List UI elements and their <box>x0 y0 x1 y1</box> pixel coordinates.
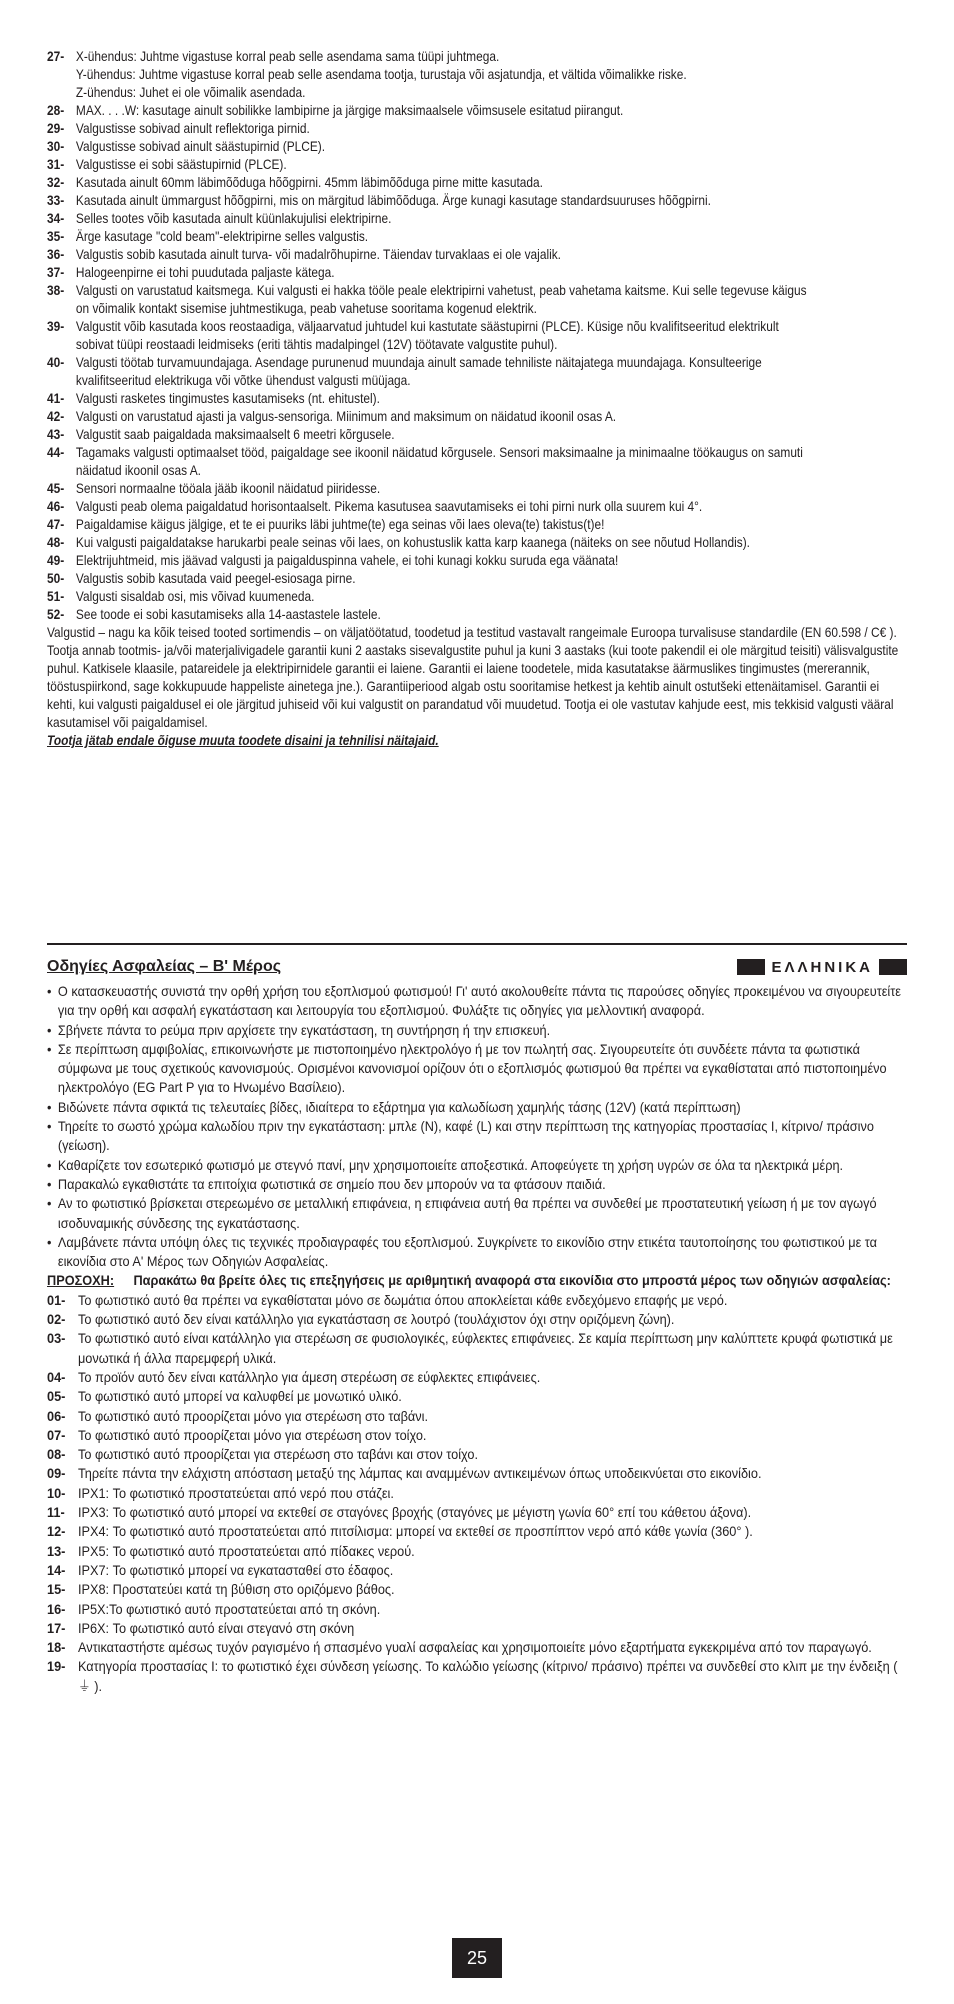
bullet-text: Βιδώνετε πάντα σφικτά τις τελευταίες βίδες, ιδιαίτερα το εξάρτημα για καλωδίωση χαμηλής τάσης (12V) (κατά περίπτωση) <box>57 1098 741 1115</box>
bullet-icon: • <box>47 983 52 999</box>
greek-item <box>47 1387 909 1406</box>
estonian-item <box>47 443 901 479</box>
item-text: Kui valgusti paigaldatakse harukarbi peale seinas või laes, on kohustuslik katta karp kaanega (näiteks on see nõutud Hollandis). <box>75 534 750 550</box>
bullet-icon: • <box>47 1021 52 1038</box>
estonian-item <box>47 209 901 227</box>
item-text: MAX. . . .W: kasutage ainult sobilikke lambipirne ja järgige maksimaalsele võimsusele esitatud piirangut. <box>75 102 624 118</box>
item-number: 52- <box>47 606 65 622</box>
item-number: 45- <box>47 480 65 496</box>
estonian-item <box>47 101 901 119</box>
greek-bullet <box>47 1117 909 1156</box>
item-text: IPX5: Το φωτιστικό αυτό προστατεύεται από πίδακες νερού. <box>77 1542 415 1559</box>
item-number: 28- <box>47 102 65 118</box>
greek-section-header <box>47 958 907 978</box>
item-text: Ärge kasutage "cold beam"-elektripirne selles valgustis. <box>75 228 369 244</box>
item-number: 17- <box>47 1619 66 1636</box>
item-text: Sensori normaalne tööala jääb ikoonil näidatud piiridesse. <box>75 480 381 496</box>
item-number: 13- <box>47 1542 66 1559</box>
estonian-item <box>47 191 901 209</box>
item-number: 18- <box>47 1639 66 1656</box>
greek-bullet <box>47 1194 909 1233</box>
item-text: Κατηγορία προστασίας I: το φωτιστικό έχει σύνδεση γείωσης. Το καλώδιο γείωσης (κίτρινο/ πράσινο) πρέπει να συνδεθεί στο κλιπ με την ένδειξη ( ⏚ ). <box>77 1658 898 1694</box>
item-text: Tagamaks valgusti optimaalset tööd, paigaldage see ikoonil näidatud kõrgusele. Sensori maksimaalne ja minimaalne töökaugus on samuti <box>75 444 803 460</box>
language-tab-bar-right <box>879 959 907 975</box>
greek-item <box>47 1522 909 1541</box>
item-text: Valgustit võib kasutada koos reostaadiga, väljaarvatud juhtudel kui kastutate säästupirni (PLCE). Küsige nõu kvalifitseeritud elektrikult <box>75 318 779 334</box>
greek-item <box>47 1368 909 1387</box>
item-text: Valgustis sobib kasutada ainult turva- või madalrõhupirne. Täiendav turvaklaas ei ole vajalik. <box>75 246 561 262</box>
item-number: 02- <box>47 1311 66 1328</box>
item-text: Valgustisse sobivad ainult reflektoriga pirnid. <box>75 120 310 136</box>
bullet-text: Σε περίπτωση αμφιβολίας, επικοινωνήστε με πιστοποιημένο ηλεκτρολόγο ή με τον πωλητή σας. Σιγουρευτείτε ότι συνδέετε πάντα τα φωτιστικά σύμφωνα με τους σχετικούς κανονισμούς. Ορισμένοι κανονισμοί ορίζουν ότι ο εξοπλισμός φωτισμού θα πρέπει να εγκαθίσταται από πιστοποιημένο ηλεκτρολόγο (EG Part P για το Ηνωμένο Βασίλειο). <box>57 1040 887 1096</box>
language-tab <box>737 958 907 976</box>
item-number: 37- <box>47 264 65 280</box>
item-text: IPX1: Το φωτιστικό προστατεύεται από νερό που στάζει. <box>77 1484 394 1501</box>
greek-item <box>47 1464 909 1483</box>
item-text: Valgusti rasketes tingimustes kasutamiseks (nt. ehitustel). <box>75 390 380 406</box>
item-number: 01- <box>47 1291 66 1308</box>
greek-item <box>47 1638 909 1657</box>
item-number: 12- <box>47 1523 66 1540</box>
bullet-icon: • <box>47 1175 52 1192</box>
item-text: Το φωτιστικό αυτό θα πρέπει να εγκαθίσταται μόνο σε δωμάτια όπου αποκλείεται κάθε ενδεχόμενο επαφής με νερό. <box>77 1291 728 1308</box>
item-number: 48- <box>47 534 65 550</box>
item-text: Halogeenpirne ei tohi puudutada paljaste kätega. <box>75 264 335 280</box>
item-number: 10- <box>47 1484 66 1501</box>
item-text: IP6X: Το φωτιστικό αυτό είναι στεγανό στη σκόνη <box>77 1619 355 1636</box>
item-number: 33- <box>47 192 65 208</box>
disclaimer-text: Tootja jätab endale õiguse muuta toodete disaini ja tehnilisi näitajaid. <box>47 732 439 748</box>
warning-text: Παρακάτω θα βρείτε όλες τις επεξηγήσεις με αριθμητική αναφορά στα εικονίδια στο μπροστά μέρος των οδηγιών ασφαλείας: <box>133 1272 891 1289</box>
item-number: 38- <box>47 282 65 298</box>
bullet-icon: • <box>47 1156 52 1173</box>
greek-bullet <box>47 1175 909 1194</box>
item-number: 49- <box>47 552 65 568</box>
greek-bullet <box>47 1233 909 1272</box>
estonian-item <box>47 47 901 101</box>
greek-item <box>47 1542 909 1561</box>
bullet-text: Τηρείτε το σωστό χρώμα καλωδίου πριν την εγκατάσταση: μπλε (N), καφέ (L) και στην περίπτωση της κατηγορίας προστασίας I, κίτρινο/ πράσινο (γείωση). <box>57 1118 874 1154</box>
item-text: IPX4: Το φωτιστικό αυτό προστατεύεται από πιτσίλισμα: μπορεί να εκτεθεί σε προσπίπτον νερό από κάθε γωνία (360° ). <box>77 1523 753 1540</box>
greek-item <box>47 1657 909 1696</box>
greek-bullet <box>47 982 909 1021</box>
estonian-item <box>47 389 901 407</box>
item-number: 44- <box>47 444 65 460</box>
estonian-item <box>47 551 901 569</box>
estonian-item <box>47 317 901 353</box>
item-number: 07- <box>47 1426 66 1443</box>
item-number: 03- <box>47 1330 66 1347</box>
item-text: Το φωτιστικό αυτό είναι κατάλληλο για στερέωση σε φυσιολογικές, εύφλεκτες επιφάνειες. Σε καμία περίπτωση μην καλύπτετε κρυφά φωτιστικά με μονωτικά ή άλλα παρεμφερή υλικά. <box>77 1330 893 1366</box>
item-text: Αντικαταστήστε αμέσως τυχόν ραγισμένο ή σπασμένο γυαλί ασφαλείας και χρησιμοποιείτε μόνο εξαρτήματα εγκεκριμένα από τον παραγωγό. <box>77 1639 872 1656</box>
item-text: Valgusti on varustatud kaitsmega. Kui valgusti ei hakka tööle peale elektripirni vahetust, peab vahetama kaitsme. Kui selle tegevuse käigus <box>75 282 807 298</box>
greek-item <box>47 1329 909 1368</box>
item-text: Valgusti töötab turvamuundajaga. Asendage purunenud muundaja ainult samade tehniliste näitajatega muundajaga. Konsulteerige <box>75 354 762 370</box>
greek-bullet <box>47 1098 909 1117</box>
greek-safety-section <box>47 982 909 1696</box>
estonian-item <box>47 173 901 191</box>
section-divider <box>47 943 907 945</box>
bullet-text: Καθαρίζετε τον εσωτερικό φωτισμό με στεγνό πανί, μην χρησιμοποιείτε αποξεστικά. Αποφεύγετε τη χρήση υγρών σε όλα τα ηλεκτρικά μέρη. <box>57 1156 844 1173</box>
item-text: Paigaldamise käigus jälgige, et te ei puuriks läbi juhtme(te) ega seinas või laes oleva(te) takistus(t)e! <box>75 516 605 532</box>
item-number: 39- <box>47 318 65 334</box>
estonian-item <box>47 119 901 137</box>
item-text: sobivat tüüpi reostaadi leidmiseks (eriti tähtis madalpingel (12V) töötavate valgustite puhul). <box>75 336 558 352</box>
language-tab-bar-left <box>737 959 765 975</box>
item-number: 04- <box>47 1368 66 1385</box>
item-number: 42- <box>47 408 65 424</box>
item-text: Valgustit saab paigaldada maksimaalselt 6 meetri kõrgusele. <box>75 426 395 442</box>
estonian-item <box>47 245 901 263</box>
item-number: 51- <box>47 588 65 604</box>
language-label: ΕΛΛΗΝΙΚΑ <box>771 958 873 976</box>
item-text: IPX7: Το φωτιστικό μπορεί να εγκατασταθεί στο έδαφος. <box>77 1561 394 1578</box>
item-text: kvalifitseeritud elektrikuga või võtke ühendust valgusti müüjaga. <box>75 372 411 388</box>
greek-item <box>47 1484 909 1503</box>
item-number: 27- <box>47 48 65 64</box>
item-number: 14- <box>47 1561 66 1578</box>
item-text: Kasutada ainult 60mm läbimõõduga hõõgpirni. 45mm läbimõõduga pirne mitte kasutada. <box>75 174 543 190</box>
item-number: 30- <box>47 138 65 154</box>
item-number: 43- <box>47 426 65 442</box>
greek-bullet <box>47 1156 909 1175</box>
estonian-item <box>47 425 901 443</box>
bullet-text: Σβήνετε πάντα το ρεύμα πριν αρχίσετε την εγκατάσταση, τη συντήρηση ή την επισκευή. <box>57 1021 551 1038</box>
item-number: 05- <box>47 1388 66 1405</box>
bullet-icon: • <box>47 1098 52 1115</box>
item-number: 41- <box>47 390 65 406</box>
warranty-text: Valgustid – nagu ka kõik teised tooted sortimendis – on väljatöötatud, toodetud ja testitud vastavalt rangeimale Euroopa turvalisuse standardile (EN 60.598 / C€ ). Tootja annab tootmis- ja/või materjalivigadele garantii kuni 2 aastaks sisevalgustite puhul ja kuni 3 aastaks (kui toote pakendil ei ole märgitud teisiti) välisvalgustite puhul. Katkisele klaasile, patareidele ja elektripirnidele garantii ei laiene. Garantii ei laiene toodetele, mida kasutatakse äärmuslikes tingimustes (mererannik, tööstuspiirkond, sage kokkupuude happeliste ainetega jne.). Garantiiperiood algab ostu sooritamise hetkest ja kehtib ainult ostutšeki ettenäitamisel. Garantii ei kehti, kui valgusti paigaldusel ei ole järgitud juhiseid või kui valgustit on parandatud või muudetud. Tootja ei ole vastutav kahjude eest, mis tekkisid valgusti vääral kasutamisel või paigaldamisel. <box>47 624 899 730</box>
item-text: Selles tootes võib kasutada ainult küünlakujulisi elektripirne. <box>75 210 392 226</box>
item-text: Το φωτιστικό αυτό προορίζεται μόνο για στερέωση στο ταβάνι. <box>77 1407 429 1424</box>
item-text: Valgustis sobib kasutada vaid peegel-esiosaga pirne. <box>75 570 356 586</box>
greek-item <box>47 1580 909 1599</box>
item-text: IPX3: Το φωτιστικό αυτό μπορεί να εκτεθεί σε σταγόνες βροχής (σταγόνες με μέγιστη γωνία 60° επί του κάθετου άξονα). <box>77 1504 752 1521</box>
estonian-item <box>47 281 901 317</box>
greek-item <box>47 1310 909 1329</box>
item-text: IP5X:Το φωτιστικό αυτό προστατεύεται από τη σκόνη. <box>77 1600 381 1617</box>
item-number: 09- <box>47 1465 66 1482</box>
item-text: Kasutada ainult ümmargust hõõgpirni, mis on märgitud läbimõõduga. Ärge kunagi kasutage standardsuuruses hõõgpirni. <box>75 192 711 208</box>
item-number: 31- <box>47 156 65 172</box>
item-text: See toode ei sobi kasutamiseks alla 14-aastastele lastele. <box>75 606 381 622</box>
bullet-icon: • <box>47 1195 52 1212</box>
item-number: 16- <box>47 1600 66 1617</box>
estonian-safety-section <box>47 47 901 749</box>
item-text: Valgusti peab olema paigaldatud horisontaalselt. Pikema kasutusea saavutamiseks ei tohi pirni nurk olla suurem kui 4°. <box>75 498 703 514</box>
estonian-item <box>47 587 901 605</box>
warning-note <box>47 1271 909 1290</box>
item-text: Τηρείτε πάντα την ελάχιστη απόσταση μεταξύ της λάμπας και αναμμένων αντικειμένων όπως υποδεικνύεται στο εικονίδιο. <box>77 1465 762 1482</box>
item-number: 47- <box>47 516 65 532</box>
item-number: 29- <box>47 120 65 136</box>
greek-bullet <box>47 1040 909 1098</box>
bullet-icon: • <box>47 1040 52 1057</box>
estonian-item <box>47 533 901 551</box>
greek-item <box>47 1619 909 1638</box>
item-number: 46- <box>47 498 65 514</box>
item-number: 11- <box>47 1504 65 1521</box>
item-text: on võimalik kontakt sisemise juhtmestikuga, peab vahetuse sooritama kogenud elektrik. <box>75 300 537 316</box>
item-text: X-ühendus: Juhtme vigastuse korral peab selle asendama sama tüüpi juhtmega. <box>75 48 500 64</box>
item-text: Το φωτιστικό αυτό μπορεί να καλυφθεί με μονωτικό υλικό. <box>77 1388 402 1405</box>
bullet-text: Παρακαλώ εγκαθιστάτε τα επιτοίχια φωτιστικά σε σημείο που δεν μπορούν να τα φτάσουν παιδιά. <box>57 1175 606 1192</box>
bullet-icon: • <box>47 1118 52 1135</box>
item-text: Valgusti on varustatud ajasti ja valgus-sensoriga. Miinimum and maksimum on näidatud ikoonil osas A. <box>75 408 617 424</box>
item-text: Valgustisse ei sobi säästupirnid (PLCE). <box>75 156 287 172</box>
item-number: 40- <box>47 354 65 370</box>
item-text: Valgusti sisaldab osi, mis võivad kuumeneda. <box>75 588 315 604</box>
item-number: 15- <box>47 1581 66 1598</box>
estonian-item <box>47 569 901 587</box>
item-number: 36- <box>47 246 65 262</box>
item-text: IPX8: Προστατεύει κατά τη βύθιση στο οριζόμενο βάθος. <box>77 1581 395 1598</box>
item-text: Valgustisse sobivad ainult säästupirnid (PLCE). <box>75 138 326 154</box>
bullet-text: Αν το φωτιστικό βρίσκεται στερεωμένο σε μεταλλική επιφάνεια, η επιφάνεια αυτή θα πρέπει να συνδεθεί με προστατευτική γείωση ή με τον αγωγό ισοδυναμικής σύνδεσης της εγκατάστασης. <box>57 1195 877 1231</box>
item-text: Το φωτιστικό αυτό προορίζεται για στερέωση στο ταβάνι και στον τοίχο. <box>77 1446 478 1463</box>
greek-item <box>47 1503 909 1522</box>
greek-bullet <box>47 1021 909 1040</box>
greek-item <box>47 1407 909 1426</box>
item-number: 06- <box>47 1407 66 1424</box>
bullet-text: Λαμβάνετε πάντα υπόψη όλες τις τεχνικές προδιαγραφές του εξοπλισμού. Συγκρίνετε το εικονίδιο στην ετικέτα ταυτοποίησης του φωτιστικού με τα εικονίδια στο Α' Μέρος των Οδηγιών Ασφαλείας. <box>57 1233 878 1270</box>
item-text: Το φωτιστικό αυτό προορίζεται μόνο για στερέωση στον τοίχο. <box>77 1426 427 1443</box>
bullet-text: Ο κατασκευαστής συνιστά την ορθή χρήση του εξοπλισμού φωτισμού! Γι' αυτό ακολουθείτε πάντα τις παρούσες οδηγίες προκειμένου να σιγουρευτείτε για την ορθή και ασφαλή εγκατάσταση και λειτουργία του εξοπλισμού. Φυλάξτε τις οδηγίες για μελλοντική αναφορά. <box>57 983 901 1019</box>
estonian-item <box>47 407 901 425</box>
greek-item <box>47 1426 909 1445</box>
item-text: Y-ühendus: Juhtme vigastuse korral peab selle asendama tootja, turustaja või asjatundja, et vältida võimalikke riske. <box>75 66 687 82</box>
estonian-item <box>47 605 901 623</box>
item-number: 34- <box>47 210 65 226</box>
item-number: 08- <box>47 1446 66 1463</box>
bullet-icon: • <box>47 1233 52 1250</box>
item-text: Το φωτιστικό αυτό δεν είναι κατάλληλο για εγκατάσταση σε λουτρό (τουλάχιστον όχι στην οριζόμενη ζώνη). <box>77 1311 675 1328</box>
greek-item <box>47 1445 909 1464</box>
warning-label: ΠΡΟΣΟΧΗ: <box>47 1272 115 1289</box>
estonian-item <box>47 227 901 245</box>
item-number: 32- <box>47 174 65 190</box>
greek-section-title: Οδηγίες Ασφαλείας – Β' Μέρος <box>47 958 282 975</box>
item-number: 19- <box>47 1658 66 1675</box>
estonian-item <box>47 137 901 155</box>
page-number: 25 <box>452 1938 502 1978</box>
item-text: näidatud ikoonil osas A. <box>75 462 201 478</box>
item-text: Z-ühendus: Juhet ei ole võimalik asendada. <box>75 84 306 100</box>
estonian-item <box>47 263 901 281</box>
greek-item <box>47 1561 909 1580</box>
estonian-item <box>47 479 901 497</box>
greek-item <box>47 1600 909 1619</box>
item-number: 35- <box>47 228 65 244</box>
estonian-item <box>47 353 901 389</box>
estonian-item <box>47 155 901 173</box>
greek-item <box>47 1291 909 1310</box>
estonian-item <box>47 497 901 515</box>
item-text: Elektrijuhtmeid, mis jäävad valgusti ja paigalduspinna vahele, ei tohi kunagi kokku suruda ega väänata! <box>75 552 619 568</box>
estonian-item <box>47 515 901 533</box>
item-number: 50- <box>47 570 65 586</box>
item-text: Το προϊόν αυτό δεν είναι κατάλληλο για άμεση στερέωση σε εύφλεκτες επιφάνειες. <box>77 1368 541 1385</box>
